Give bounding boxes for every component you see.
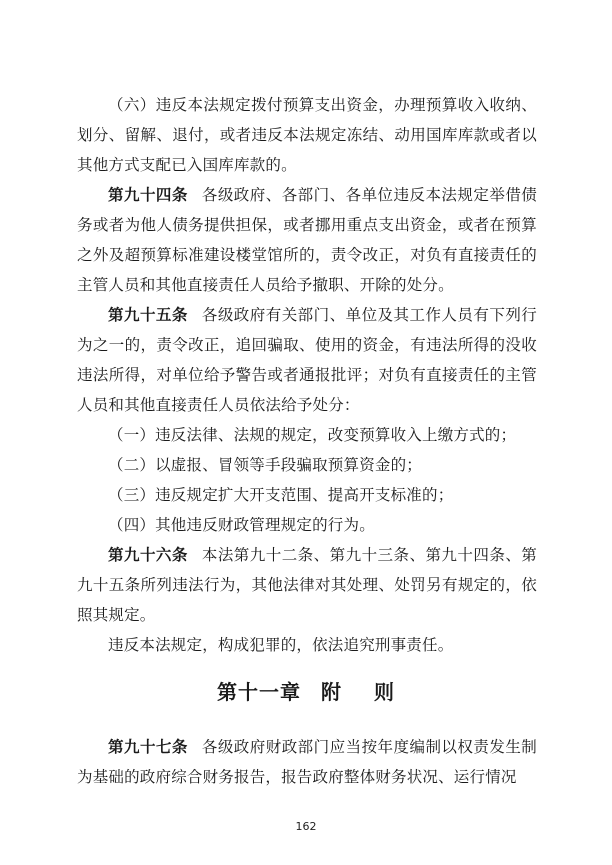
- chapter-title-part2: 则: [374, 680, 395, 704]
- list-item-2: [77, 450, 537, 480]
- article-97-text: 各级政府财政部门应当按年度编制以权责发生制为基础的政府综合财务报告，报告政府整体财务状况、运行情况: [77, 738, 537, 786]
- article-94-heading: 第九十四条: [108, 186, 188, 204]
- article-97: [77, 732, 537, 792]
- criminal-liability-paragraph: [77, 630, 537, 660]
- chapter-number: 第十一章: [217, 680, 301, 704]
- article-95: [77, 300, 537, 420]
- article-96-text: 本法第九十二条、第九十三条、第九十四条、第九十五条所列违法行为，其他法律对其处理、处罚另有规定的，依照其规定。: [77, 546, 537, 624]
- article-96-heading: 第九十六条: [108, 546, 188, 564]
- criminal-liability-text: 违反本法规定，构成犯罪的，依法追究刑事责任。: [108, 636, 454, 654]
- article-95-heading: 第九十五条: [108, 306, 188, 324]
- list-item-2-text: （二）以虚报、冒领等手段骗取预算资金的；: [108, 456, 423, 474]
- list-item-1: [77, 420, 537, 450]
- article-94-text: 各级政府、各部门、各单位违反本法规定举借债务或者为他人债务提供担保，或者挪用重点支出资金，或者在预算之外及超预算标准建设楼堂馆所的，责令改正，对负有直接责任的主管人员和其他直接责任人员给予撤职、开除的处分。: [77, 186, 537, 294]
- page-number: 162: [295, 820, 317, 833]
- chapter-title-part1: 附: [321, 680, 342, 704]
- list-item-4-text: （四）其他违反财政管理规定的行为。: [108, 516, 375, 534]
- article-97-heading: 第九十七条: [108, 738, 188, 756]
- article-95-text: 各级政府有关部门、单位及其工作人员有下列行为之一的，责令改正，追回骗取、使用的资金，有违法所得的没收违法所得，对单位给予警告或者通报批评；对负有直接责任的主管人员和其他直接责任人员依法给予处分：: [77, 306, 537, 414]
- list-item-4: [77, 510, 537, 540]
- article-94: [77, 180, 537, 300]
- list-item-1-text: （一）违反法律、法规的规定，改变预算收入上缴方式的；: [108, 426, 517, 444]
- paragraph-1-text: （六）违反本法规定拨付预算支出资金，办理预算收入收纳、划分、留解、退付，或者违反本法规定冻结、动用国库库款或者以其他方式支配已入国库库款的。: [77, 96, 537, 174]
- list-item-3-text: （三）违反规定扩大开支范围、提高开支标准的；: [108, 486, 454, 504]
- paragraph-1: [77, 90, 537, 180]
- list-item-3: [77, 480, 537, 510]
- chapter-heading: [0, 676, 612, 705]
- article-96: [77, 540, 537, 630]
